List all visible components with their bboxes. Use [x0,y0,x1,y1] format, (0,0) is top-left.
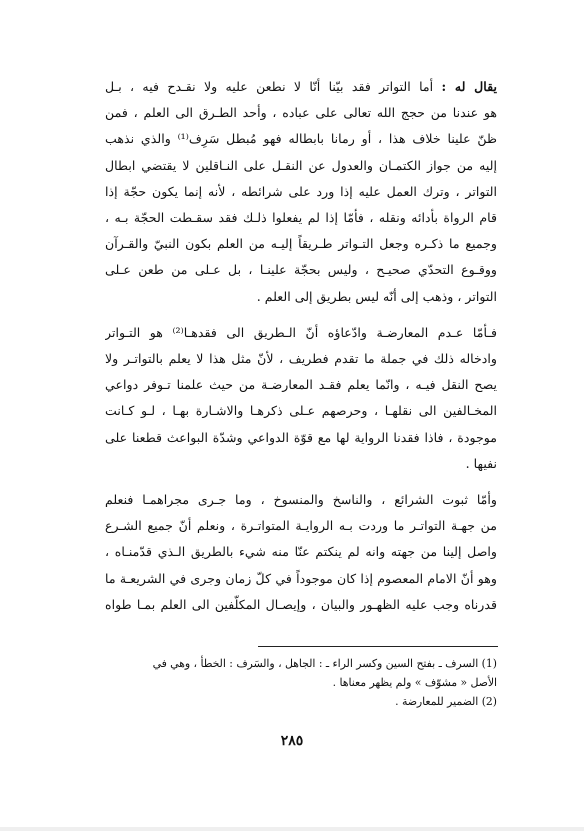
text-line: وجميع ما ذكـره وجعل التـواتر طـريقاً إليـه من العلم بكون النبيّ والقـرآن [105,236,497,252]
text-line: قام الرواة بأدائه ونقله ، فأمّا إذا لم يفعلوا ذلـك فقد سقـطت الحجّة بـه ، [105,210,497,226]
scan-edge [0,827,584,831]
text-line: فـأمّا عـدم المعارضـة وادّعاؤه أنّ الـطريق الى فقدهـا⁽²⁾ هو التـواتر [105,324,497,340]
text-line: هو عندنا من حجج الله تعالى على عباده ، وأحد الطـرق الى العلم ، فمن [105,105,497,121]
footnote-line: (2) الضمير للمعارضة . [395,695,497,708]
text-line: وادخاله ذلك في جملة ما تقدم فطريف ، لأنّ مثل هذا لا يعلم بالتواتـر ولا [105,351,497,367]
text-line: قدرناه وجب عليه الظهـور والبيان ، وإيصـال المكلّفين الى العلم بمـا طواه [105,596,497,612]
text-line: المخـالفين الى نقلهـا ، وحرصهم عـلى ذكرهـا والاشـارة بهـا ، لـو كـانت [105,403,497,419]
footnote-line: (1) السرف ـ بفتح السين وكسر الراء ـ : الجاهل ، والسَرف : الخطأ ، وهي في [152,657,497,670]
page-number: ٢٨٥ [280,733,304,749]
text-line: من جهـة التواتـر ما وردت بـه الروايـة المتواتـرة ، ونعلم أنّ جميع الشـرع [105,518,497,534]
paragraph-3 [105,487,497,618]
text-line: نفيها . [465,455,497,471]
text-line: وأمّا ثبوت الشرائع ، والناسخ والمنسوخ ، وما جـرى مجراهمـا فنعلم [105,492,497,508]
text-line: التواتر ، وذهب إلى أنّه ليس بطريق إلى العلم . [256,288,497,304]
body-text [105,74,497,628]
text-line: ظنّ علينا خلاف هذا ، أو رمانا بابطاله فهو مُبطل سَرِف⁽¹⁾ والذي نذهب [105,131,497,147]
text-line: واصل إلينا من جهته وانه لم ينكتم عنّا منه شيء بالطريق الـذي قدّمنـاه ، [105,544,497,560]
paragraph-lead: يقال له : [441,79,497,94]
footnote-divider [258,646,498,647]
footnote-line: الأصل « مشوّف » ولم يظهر معناها . [332,676,497,689]
text-line [105,74,497,100]
text-line: إليه من جواز الكتمـان والعدول عن النقـل على النـاقلين لا يقتضي ابطال [105,157,497,173]
footnotes [105,654,497,711]
text-line: وهو أنّ الامام المعصوم إذا كان موجوداً في كلّ زمان وجرى في الشريعـة ما [105,570,497,586]
paragraph-1 [105,74,497,310]
paragraph-2 [105,320,497,477]
text-line: ووقـوع التحدّي صحيـح ، وليس بحجّة علينـا ، بل عـلى من طعن عـلى [105,262,497,278]
text-line: يصح النقل فيـه ، وانّما يعلم فقـد المعارضـة من حيث علمنا تـوفر دواعي [105,377,497,393]
text-line: التواتر ، وترك العمل عليه إذا ورد على شرائطه ، لأنه إنما يكون حجّة إذا [105,183,497,199]
text-line: موجودة ، فاذا فقدنا الرواية لها مع قوّة الدواعي وشدّة البواعث قطعنا على [105,429,497,445]
line-text: أما التواتر فقد بيّنا أنّا لا نطعن عليه ولا نقـدح فيه ، بـل [105,79,434,94]
